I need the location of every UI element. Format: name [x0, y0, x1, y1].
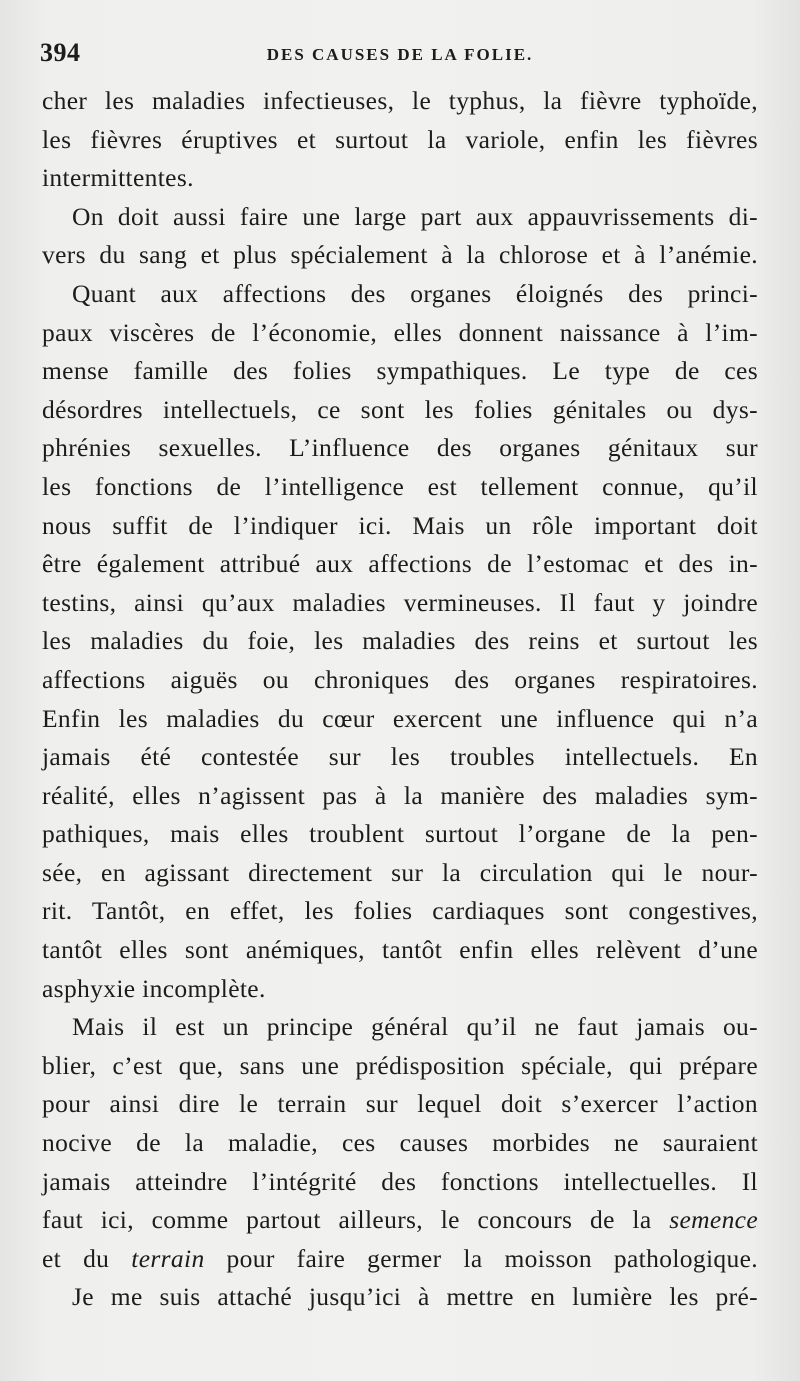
text-line: Mais il est un principe général qu’il ne faut jamais ou-	[72, 1012, 758, 1042]
text-line: blier, c’est que, sans une prédisposition spéciale, qui prépare	[42, 1050, 758, 1080]
text-line: mense famille des folies sympathiques. Le type de ces	[42, 356, 758, 386]
text-fragment: faut ici, comme partout ailleurs, le concours de la	[42, 1205, 670, 1235]
text-line: être également attribué aux affections de l’estomac et des in-	[42, 549, 758, 579]
text-line	[42, 1240, 758, 1279]
body-text	[42, 82, 758, 1317]
text-line: paux viscères de l’économie, elles donnent naissance à l’im-	[42, 317, 758, 347]
text-line: Enfin les maladies du cœur exercent une influence qui n’a	[42, 703, 758, 733]
page-number: 394	[40, 38, 81, 67]
text-line: désordres intellectuels, ce sont les folies génitales ou dys-	[42, 394, 758, 424]
text-line: nous suffit de l’indiquer ici. Mais un rôle important doit	[42, 510, 758, 540]
text-line: pathiques, mais elles troublent surtout l’organe de la pen-	[42, 819, 758, 849]
running-head: DES CAUSES DE LA FOLIE.	[266, 45, 534, 64]
text-line: les maladies du foie, les maladies des reins et surtout les	[42, 626, 758, 656]
text-line: asphyxie incomplète.	[42, 973, 266, 1003]
text-line: intermittentes.	[42, 163, 194, 193]
text-line: Je me suis attaché jusqu’ici à mettre en lumière les pré-	[72, 1282, 758, 1312]
text-fragment: pour faire germer la moisson pathologique.	[204, 1243, 758, 1273]
page-header	[40, 38, 760, 70]
text-line: cher les maladies infectieuses, le typhus, la fièvre typhoïde,	[42, 86, 758, 115]
text-line: phrénies sexuelles. L’influence des organes génitaux sur	[42, 433, 758, 463]
text-line: sée, en agissant directement sur la circulation qui le nour-	[42, 857, 758, 887]
text-line: les fonctions de l’intelligence est tellement connue, qu’il	[42, 471, 758, 501]
text-line: réalité, elles n’agissent pas à la manière des maladies sym-	[42, 780, 758, 810]
italic-term: terrain	[131, 1243, 205, 1273]
text-line: jamais été contestée sur les troubles intellectuels. En	[42, 742, 758, 772]
text-line: tantôt elles sont anémiques, tantôt enfin elles relèvent d’une	[42, 935, 758, 965]
text-line: jamais atteindre l’intégrité des fonctions intellectuelles. Il	[42, 1166, 758, 1196]
text-line: testins, ainsi qu’aux maladies vermineuses. Il faut y joindre	[42, 587, 758, 617]
text-line: pour ainsi dire le terrain sur lequel doit s’exercer l’action	[42, 1089, 758, 1119]
text-line	[42, 1201, 758, 1240]
text-line: Quant aux affections des organes éloignés des princi-	[72, 278, 758, 308]
text-line: On doit aussi faire une large part aux appauvrissements di-	[72, 201, 758, 231]
text-fragment: et du	[42, 1243, 132, 1273]
text-line: nocive de la maladie, ces causes morbides ne sauraient	[42, 1128, 758, 1158]
text-line: vers du sang et plus spécialement à la chlorose et à l’anémie.	[42, 240, 758, 270]
text-line: rit. Tantôt, en effet, les folies cardiaques sont congestives,	[42, 896, 758, 926]
text-line: les fièvres éruptives et surtout la variole, enfin les fièvres	[42, 124, 758, 154]
italic-term: semence	[669, 1205, 758, 1235]
text-line: affections aiguës ou chroniques des organes respiratoires.	[42, 664, 758, 694]
